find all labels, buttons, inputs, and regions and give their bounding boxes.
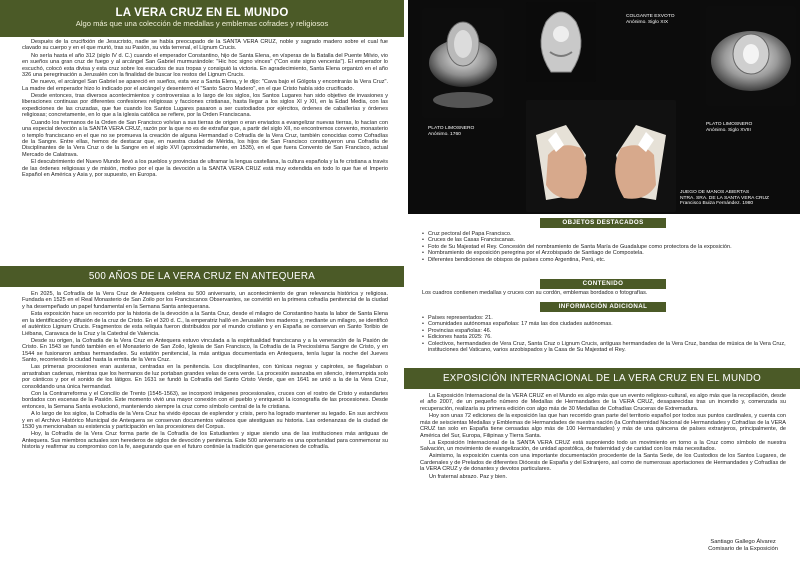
paragraph: Después de la crucifixión de Jesucristo, nadie se había preocupado de la SANTA VERA CRUZ, noble y sagrado madero sobre el cual fue clavado su cuerpo y en el que murió, tras su Pasión, su vida terrenal, el Lignum Crucis. bbox=[22, 39, 388, 52]
main-title: LA VERA CRUZ EN EL MUNDO bbox=[115, 7, 289, 19]
caption-author: Francisco Buiza Fernández. 1980 bbox=[680, 201, 754, 207]
list-item: • Colectivos, hermandades de Vera Cruz, Santa Cruz o Lignum Crucis, antiguas hermandades de la Vera Cruz, bandas de música de la Vera Cruz, instituciones del Vaticano, varios arzobispados y la Casa de Su Majestad el Rey. bbox=[422, 341, 786, 354]
paragraph: Esta exposición hace un recorrido por la historia de la devoción a la Santa Cruz, desde el milagro de Constantino hasta la labor de Santa Elena en la identificación y difusión de la cruz de Cristo. En el 320 d. C., la emperatriz halló en Jerusalén tres maderos y, mediante un milagro, se identificó el auténtico Lignum Crucis. Fragmentos de esta reliquia fueron distribuidos por el mundo cristiano y en España se conservan en Santo Toribio de Liébana, Caravaca de la Cruz y la Catedral de Valencia. bbox=[22, 311, 388, 337]
paragraph: Cuando los hermanos de la Orden de San Francisco volvían a sus tierras de origen o eran enviados a evangelizar nuevas tierras, lo hacían con una especial devoción a la SANTA VERA CRUZ, razón por la que no es de extrañar que, a partir del siglo XII, no encontremos convento, monasterio o templo franciscano en el que no se promueva la creación de alguna Hermandad o Cofradía de la Vera Cruz, también conocidas como Cofradías de la Sangre. Entre ellas, hemos de destacar que, en nuestra ciudad de Mérida, los hijos de San Francisco constituyeron una Cofradía de Disciplinantes de la Vera Cruz o de la Sangre en el siglo XVI (aproximadamente, en 1535), en el que fuera Convento de San Francisco, actual Mercado de Calatrava. bbox=[22, 119, 388, 158]
caption-subtitle: NTRA. SRA. DE LA SANTA VERA CRUZ bbox=[680, 195, 770, 201]
list-item: • Cruces de las Casas Franciscanas. bbox=[422, 237, 786, 243]
paragraph: No sería hasta el año 312 (siglo IV d. C.) cuando el emperador Constantino, hijo de Santa Elena, en vísperas de la Batalla del Puente Milvio, vio en sueños una gran cruz de fuego y al arcángel San Gabriel murmurándole: "Hic hoc signo vinces" ("Con este signo vencerás"). El emperador lo escuchó, colocó esta divisa y esta cruz sobre los escudos de sus tropas y consiguió la victoria. En agradecimiento, Santa Elena organizó en el año 326 una peregrinación a Jerusalén con la finalidad de buscar los restos del Lignum Crucis. bbox=[22, 52, 388, 79]
plato-limosnero-2-photo bbox=[706, 6, 796, 106]
paragraph: El descubrimiento del Nuevo Mundo llevó a los pueblos y provincias de ultramar la lengua castellana, la cultura española y la fe cristiana a través de las órdenes religiosas y de misión, motivo por el que la devoción a la SANTA VERA CRUZ está muy extendida en todo lo que fue el Imperio Español en América y Asia y, por supuesto, en Europa. bbox=[22, 159, 388, 179]
caption-title: PLATO LIMOSNERO bbox=[706, 122, 753, 127]
caption-author: Anónimo. Siglo XIX bbox=[626, 19, 669, 25]
plato2-caption bbox=[706, 122, 752, 133]
list-item: • Foto de Su Majestad el Rey. Concesión del nombramiento de Santa María de Guadalupe como protectora de la exposición. bbox=[422, 244, 786, 250]
caption-title: PLATO LIMOSNERO bbox=[428, 126, 475, 131]
paragraph: En 2025, la Cofradía de la Vera Cruz de Antequera celebra su 500 aniversario, un acontecimiento de gran relevancia histórica y religiosa. Fundada en 1525 en el Real Monasterio de San Zoilo por los Franciscanos Observantes, se convirtió en la primera cofradía penitencial de la ciudad y ha desempeñado un papel fundamental en la Semana Santa antequerana. bbox=[22, 291, 388, 310]
manos-abiertas-photo bbox=[526, 100, 676, 212]
main-banner bbox=[0, 0, 404, 37]
paragraph: Desde su origen, la Cofradía de la Vera Cruz en Antequera estuvo vinculada a la espiritualidad franciscana y a la veneración de la Pasión de Cristo. En 1543 se fundó también en el Monasterio de San Zoilo, Iglesia de San Francisco, la Cofradía de la Preciosísima Sangre de Cristo, y en 1544 se fusionaron ambas hermandades. Su estatión penitencial, la más antigua documentada en Antequera, tenía lugar la noche del Jueves Santo, recorriendo la ciudad hasta la ermita de la Vera Cruz. bbox=[22, 337, 388, 364]
exposicion-heading: EXPOSICIÓN INTERNACIONAL DE LA VERA CRUZ EN EL MUNDO bbox=[404, 368, 800, 389]
signature bbox=[708, 539, 778, 553]
signature-name: Santiago Gallego Álvarez bbox=[710, 539, 776, 545]
info-list bbox=[404, 312, 800, 356]
paragraph: Asimismo, la exposición cuenta con una importante documentación procedente de la Santa Sede, de los Custodios de los Santos Lugares, de Cardenales y de Prelados de diferentes Diócesis de España y del Extranjero, así como de numerosas aportaciones de Hermandades y Cofradías de la VERA CRUZ y de donantes y devotos particulares. bbox=[420, 453, 786, 473]
paragraph: Las primeras procesiones eran austeras, centradas en la penitencia. Los disciplinantes, con túnicas negras y capirotes, se flagelaban o arrastraban cadenas, mientras que los hermanos de luz portaban grandes velas de cera verde. La procesión avanzaba en silencio, interrumpida solo por cánticos y por el sonido de los látigos. En 1631 se fundó la Cofradía del Santo Cristo Verde, que en 1641 se unió a la de la Vera Cruz, consolidando una única hermandad. bbox=[22, 364, 389, 390]
main-subtitle: Algo más que una colección de medallas y emblemas cofrades y religiosos bbox=[75, 19, 329, 28]
list-item: • Nombramiento de exposición peregrina por el Arzobispado de Santiago de Compostela. bbox=[422, 250, 786, 256]
paragraph: La Exposición Internacional de la SANTA VERA CRUZ está suponiendo todo un movimiento en torno a la Cruz como símbolo de nuestra Salvación, un movimiento de evangelización, de unidad apostólica, de fraternidad y de caridad con los más necesitados. bbox=[420, 439, 786, 453]
caption-title: COLGANTE EXVOTO bbox=[626, 14, 675, 19]
paragraph: La Exposición Internacional de la VERA CRUZ en el Mundo es algo más que un evento religioso-cultural, es algo más que la recopilación, desde el año 2007, de un pequeño número de Medallas de Hermandades de la VERA CRUZ, desaparecidas tras un incendio y, comenzada su recuperación, realizaría su primera edición con algo más de 30 Medallas de Cofradías Cruceras de Extremadura. bbox=[420, 393, 786, 412]
list-item: • Países representados: 21. bbox=[422, 315, 786, 321]
plato-limosnero-1-photo bbox=[422, 8, 504, 118]
manos-caption bbox=[680, 190, 769, 207]
objetos-list bbox=[404, 228, 800, 266]
paragraph: Hoy, la Cofradía de la Vera Cruz forma parte de la Cofradía de los Estudiantes y sigue siendo una de las instituciones más antiguas de Antequera. Sus miembros actuales son herederos de siglos de devoción y penitencia. Este 500 aniversario es una oportunidad para conmemorar su historia y reafirmar su compromiso con la fe, asegurando que en el futuro continúe la tradición que generaciones de cofradía. bbox=[22, 431, 388, 451]
info-heading: INFORMACIÓN ADICIONAL bbox=[540, 302, 666, 312]
antequera-heading: 500 AÑOS DE LA VERA CRUZ EN ANTEQUERA bbox=[0, 266, 404, 287]
history-text bbox=[22, 39, 388, 259]
paragraph: Hoy son unas 72 ediciones de la exposición las que han recorrido gran parte del territorio español por todos sus puntos cardinales, y cuenta con más de seiscientas Medallas y Emblemas de Hermandades de nuestra nación (la Confraternidad Nacional de Hermandades y Cofradías de la VERA CRUZ tan solo en España tiene censadas algo más de 100 Hermandades) y más de una quincena de países extranjeros, principalmente, de América del Sur, Europa, Filipinas y Tierra Santa. bbox=[420, 413, 786, 439]
antequera-text bbox=[22, 291, 388, 563]
list-item: • Diferentes bendiciones de obispos de países como Argentina, Perú, etc. bbox=[422, 257, 786, 263]
signature-role: Comisario de la Exposición bbox=[708, 546, 778, 552]
caption-author: Anónimo. Siglo XVIII bbox=[706, 127, 751, 133]
caption-title: JUEGO DE MANOS ABIERTAS bbox=[680, 190, 750, 195]
objetos-heading: OBJETOS DESTACADOS bbox=[540, 218, 666, 228]
paragraph: Desde entonces, tras diversos acontecimientos y controversias a lo largo de los siglos, los Santos Lugares han sido objetivo de invasiones y liberaciones continuas por diferentes confesiones religiosas y facciones cristianas, hasta llegar a los siglos XI y XII, en la Edad Media, con las expediciones de las cruzadas, que fue cuando los Santos Lugares pasaron a ser custodiados por ejércitos, órdenes de caballerías y órdenes religiosas; concretamente, en lo que a la iglesia católica se refiere, por la Orden Franciscana. bbox=[22, 93, 388, 119]
plato1-caption bbox=[428, 126, 474, 137]
paragraph: Un fraternal abrazo. Paz y bien. bbox=[429, 473, 508, 480]
list-item: • Comunidades autónomas españolas: 17 más las dos ciudades autónomas. bbox=[422, 321, 786, 327]
paragraph: Con la Contrarreforma y el Concilio de Trento (1545-1563), se incorporó imágenes procesionales, cruces con el rostro de Cristo y estandartes bordados con escenas de la Pasión. Este momento vivió una mayor conexión con el pueblo y enriqueció la iconografía de las procesiones. Desde entonces, la Semana Santa evolucionó, manteniendo siempre la cruz como símbolo central de la fe cristiana. bbox=[22, 390, 388, 410]
contenido-heading: CONTENIDO bbox=[540, 279, 666, 289]
contenido-text: Los cuadros contienen medallas y cruces con su cordón, emblemas bordados o fotografías. bbox=[422, 290, 648, 296]
list-item: • Provincias españolas: 46. bbox=[422, 328, 786, 334]
list-item: • Cruz pectoral del Papa Francisco. bbox=[422, 231, 786, 237]
list-item: • Ediciones hasta 2025: 76. bbox=[422, 334, 786, 340]
caption-author: Anónimo. 1760 bbox=[428, 131, 461, 137]
right-column bbox=[404, 0, 800, 566]
colgante-caption bbox=[626, 14, 675, 25]
exposicion-text bbox=[420, 393, 786, 533]
photo-collage bbox=[408, 0, 800, 214]
paragraph: A lo largo de los siglos, la Cofradía de la Vera Cruz ha vivido épocas de esplendor y crisis, pero ha logrado mantener su legado. En sus archivos y en el Archivo Histórico Municipal de Antequera se conservan documentos valiosos que atestiguan su historia. Las ordenanzas de la ciudad de 1530 ya mencionaban su existencia y participación en las procesiones del Corpus. bbox=[22, 411, 388, 431]
paragraph: De nuevo, el arcángel San Gabriel se apareció en sueños, esta vez a Santa Elena, y le dijo: "Cava bajo el Gólgota y encontrarás la Vera Cruz". La madre del emperador hizo lo indicado por el arcángel y desenterró el "Santo Sacro Madero", en el que Cristo había sido crucificado. bbox=[22, 79, 388, 92]
colgante-exvoto-photo bbox=[526, 2, 596, 82]
